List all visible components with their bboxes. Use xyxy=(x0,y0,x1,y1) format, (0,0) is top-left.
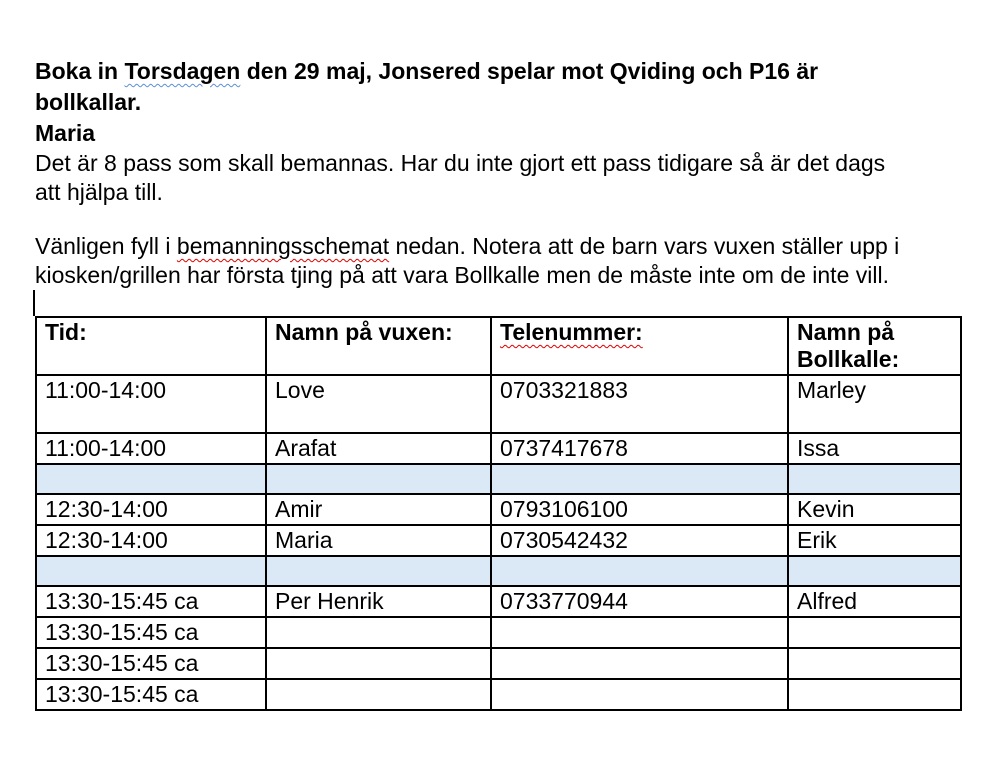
paragraph-2-line-2: kiosken/grillen har första tjing på att vara Bollkalle men de måste inte om de inte vill. xyxy=(35,262,889,288)
table-row xyxy=(36,525,961,556)
table-cell[interactable]: 0703321883 xyxy=(491,375,788,433)
paragraph-text: nedan. Notera att de barn vars vuxen ställer upp i xyxy=(389,233,900,259)
table-cell[interactable]: 12:30-14:00 xyxy=(36,525,266,556)
caret-line xyxy=(35,290,960,316)
table-cell[interactable]: 0730542432 xyxy=(491,525,788,556)
table-cell[interactable]: Marley xyxy=(788,375,961,433)
column-header[interactable] xyxy=(491,317,788,375)
table-cell[interactable]: Love xyxy=(266,375,491,433)
table-cell[interactable]: 13:30-15:45 ca xyxy=(36,679,266,710)
paragraph-text: Vänligen fyll i xyxy=(35,233,177,259)
column-header[interactable]: Namn på Bollkalle: xyxy=(788,317,961,375)
table-row xyxy=(36,494,961,525)
table-cell[interactable] xyxy=(788,617,961,648)
document-page xyxy=(35,56,960,711)
spellcheck-flagged-word: Telenummer: xyxy=(500,319,643,345)
paragraph-2-line-1 xyxy=(35,232,960,261)
heading-text: Boka in xyxy=(35,58,125,84)
table-cell[interactable] xyxy=(36,464,266,494)
table-row xyxy=(36,617,961,648)
table-cell[interactable] xyxy=(788,679,961,710)
table-row xyxy=(36,375,961,433)
spellcheck-flagged-word: bemanningsschemat xyxy=(176,233,390,259)
text-cursor xyxy=(33,290,35,316)
table-cell[interactable]: 13:30-15:45 ca xyxy=(36,617,266,648)
column-header[interactable]: Namn på vuxen: xyxy=(266,317,491,375)
table-cell[interactable]: 11:00-14:00 xyxy=(36,375,266,433)
table-row xyxy=(36,433,961,464)
table-cell[interactable]: Per Henrik xyxy=(266,586,491,617)
table-cell[interactable]: 0737417678 xyxy=(491,433,788,464)
table-cell[interactable] xyxy=(266,679,491,710)
table-cell[interactable] xyxy=(491,648,788,679)
table-row xyxy=(36,586,961,617)
table-cell[interactable]: 0733770944 xyxy=(491,586,788,617)
table-cell[interactable]: Erik xyxy=(788,525,961,556)
table-cell[interactable]: 11:00-14:00 xyxy=(36,433,266,464)
table-cell[interactable] xyxy=(266,464,491,494)
staffing-table xyxy=(35,316,962,711)
table-cell[interactable]: 0793106100 xyxy=(491,494,788,525)
table-cell[interactable]: 12:30-14:00 xyxy=(36,494,266,525)
table-cell[interactable]: Alfred xyxy=(788,586,961,617)
table-cell[interactable]: Amir xyxy=(266,494,491,525)
table-cell[interactable] xyxy=(491,679,788,710)
heading-text: den 29 maj, Jonsered spelar mot Qviding och P16 är xyxy=(240,58,819,84)
table-row xyxy=(36,679,961,710)
table-cell[interactable] xyxy=(491,617,788,648)
heading-line-1 xyxy=(35,56,960,87)
table-cell[interactable]: Arafat xyxy=(266,433,491,464)
table-body xyxy=(36,375,961,710)
heading-line-2: bollkallar. xyxy=(35,89,142,115)
table-cell[interactable] xyxy=(266,556,491,586)
table-cell[interactable] xyxy=(266,648,491,679)
table-cell[interactable] xyxy=(788,464,961,494)
table-row xyxy=(36,464,961,494)
blank-line xyxy=(35,207,960,232)
table-cell[interactable]: Issa xyxy=(788,433,961,464)
table-cell[interactable] xyxy=(266,617,491,648)
author-line: Maria xyxy=(35,120,96,146)
table-cell[interactable] xyxy=(788,648,961,679)
table-cell[interactable]: Maria xyxy=(266,525,491,556)
table-header-row xyxy=(36,317,961,375)
table-cell[interactable] xyxy=(36,556,266,586)
table-cell[interactable] xyxy=(491,464,788,494)
table-cell[interactable]: Kevin xyxy=(788,494,961,525)
paragraph-1-line-2: att hjälpa till. xyxy=(35,179,163,205)
table-cell[interactable]: 13:30-15:45 ca xyxy=(36,586,266,617)
grammar-flagged-word: Torsdagen xyxy=(124,58,241,84)
column-header[interactable]: Tid: xyxy=(36,317,266,375)
paragraph-1-line-1: Det är 8 pass som skall bemannas. Har du inte gjort ett pass tidigare så är det dags xyxy=(35,150,886,176)
table-cell[interactable] xyxy=(491,556,788,586)
table-cell[interactable] xyxy=(788,556,961,586)
table-row xyxy=(36,648,961,679)
table-row xyxy=(36,556,961,586)
table-cell[interactable]: 13:30-15:45 ca xyxy=(36,648,266,679)
